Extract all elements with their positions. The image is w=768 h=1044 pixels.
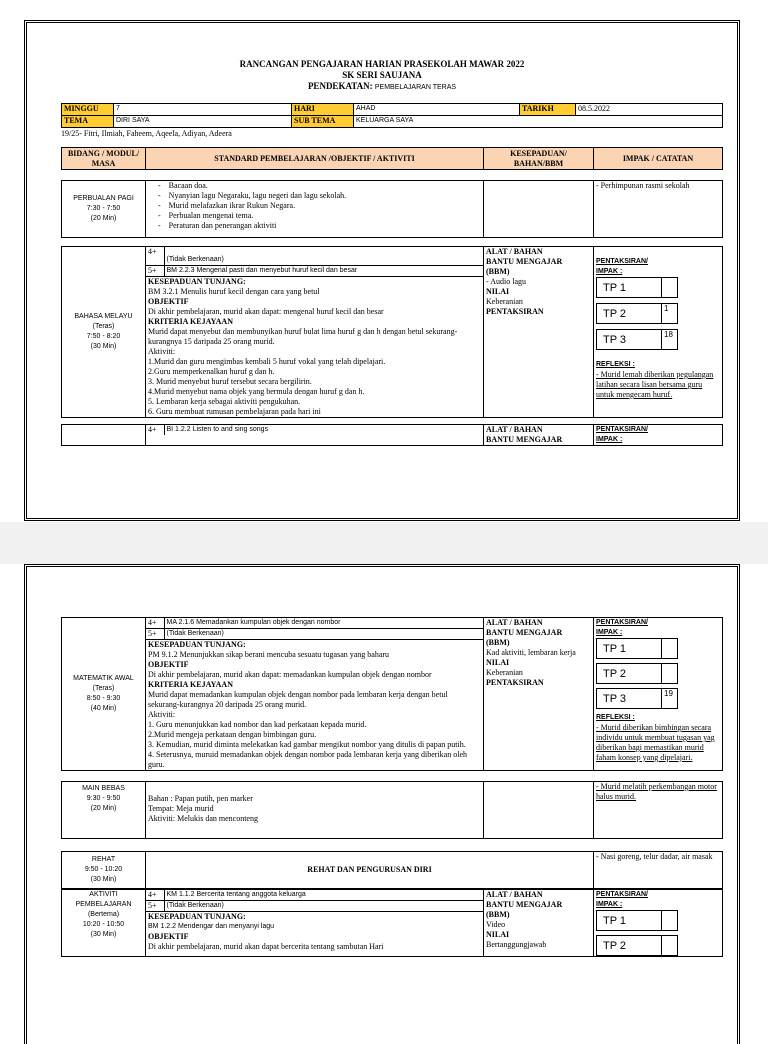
bm-table (61, 246, 723, 418)
kriteria-text: Murid dapat memadankan kumpulan objek dengan nombor pada lembaran kerja dengan betul sekurang-kurangnya 20 daripada 25 orang murid. (148, 690, 448, 709)
objektif-heading: OBJEKTIF (148, 296, 189, 306)
ma-impak-cell (594, 618, 723, 771)
rehat-table (61, 851, 723, 889)
aktiviti-bahan-cell (484, 890, 594, 957)
rehat-duration: (30 Min) (90, 876, 117, 883)
aktiviti-heading: Aktiviti: (148, 346, 176, 356)
list-item: 4. Seterusnya, muruid memadankan objek dengan nombor pada lembaran kerja yang diberikan oleh guru. (148, 750, 468, 769)
aktiviti-impak-cell (594, 890, 723, 957)
tunjang-text: BM 1.2.2 Mendengar dan menyanyi lagu (148, 923, 275, 930)
main-duration: (20 Min) (90, 805, 117, 812)
perbualan-items (146, 181, 484, 238)
level-5-tag: 5+ (146, 901, 164, 912)
nilai-value: Bertanggungjawab (486, 940, 547, 949)
refleksi-heading: REFLEKSI : (596, 361, 635, 368)
bahan-label: BANTU MENGAJAR (486, 434, 563, 444)
aktiviti-table (61, 889, 723, 957)
aktiviti-subject: AKTIVITI PEMBELAJARAN (75, 891, 132, 908)
bm-duration: (30 Min) (90, 342, 117, 350)
list-item: 1. Guru menunjukkan kad nombor dan kad perkataan kepada murid. (148, 720, 367, 729)
bahan-label: BANTU MENGAJAR (486, 900, 563, 909)
tp-box: TP 2 (596, 663, 678, 684)
bahan-label: ALAT / BAHAN (486, 424, 543, 434)
level-5-text: (Tidak Berkenaan) (164, 901, 483, 912)
list-item: Bahan : Papan putih, pen marker (148, 794, 253, 803)
list-item: - Nyanyian lagu Negaraku, lagu negeri dan lagu sekolah. (158, 191, 347, 200)
tp-box: TP 1 (596, 910, 678, 931)
ma-table (61, 617, 723, 771)
bm-time-cell (62, 247, 146, 418)
bahan-label: (BBM) (486, 910, 510, 919)
list-item: - Peraturan dan penerangan aktiviti (158, 221, 277, 230)
objektif-text: Di akhir pembelajaran, murid akan dapat: mengenal huruf kecil dan besar (148, 306, 384, 316)
main-subject: MAIN BEBAS (82, 785, 125, 792)
approach-value: PEMBELAJARAN TERAS (374, 84, 457, 91)
perbualan-time-cell (62, 181, 146, 238)
ma-duration: (40 Min) (90, 705, 117, 712)
list-item: 3. Kemudian, murid diminta melekatkan kad gambar mengikut nombor yang ditulis di papan putih. (148, 740, 466, 749)
nilai-value: Keberanian (486, 297, 523, 306)
nilai-label: NILAI (486, 930, 510, 939)
list-item: - Bacaan doa. (158, 181, 208, 190)
list-item: Aktiviti: Melukis dan menconteng (148, 814, 258, 823)
rehat-impak: - Nasi goreng, telur dadar, air masak (594, 852, 723, 889)
level-5-text: (Tidak Berkenaan) (164, 629, 483, 640)
level-4-tag: 4+ (146, 425, 164, 435)
kriteria-heading: KRITERIA KEJAYAAN (148, 316, 233, 326)
nilai-label: NILAI (486, 287, 510, 296)
perbualan-duration: (20 Min) (90, 215, 117, 222)
list-item: 2.Murid mengeja perkataan dengan bimbingan guru. (148, 730, 317, 739)
school-name: SK SERI SAUJANA (342, 70, 422, 80)
tp-box: TP 2 1 (596, 303, 678, 324)
main-time-cell (62, 782, 146, 839)
bahan-label: BANTU MENGAJAR (486, 628, 563, 637)
list-item: 2.Guru memperkenalkan huruf g dan h. (148, 366, 275, 376)
tp-box: TP 1 (596, 638, 678, 659)
pentaksiran-heading: PENTAKSIRAN/ (596, 891, 648, 898)
hari-label: HARI (292, 104, 354, 116)
level-5-tag: 5+ (146, 629, 164, 640)
bahan-item: - Audio lagu (486, 277, 526, 286)
level-4-tag: 4+ (146, 890, 164, 901)
nilai-label: NILAI (486, 658, 510, 667)
kriteria-heading: KRITERIA KEJAYAAN (148, 680, 233, 689)
main-bebas-table (61, 781, 723, 839)
level-4-text: KM 1.1.2 Bercerita tentang anggota keluarga (164, 890, 483, 901)
rehat-subject: REHAT (91, 856, 116, 863)
impak-heading: IMPAK : (596, 629, 623, 636)
list-item: - Murid melafazkan ikrar Rukun Negara. (158, 201, 296, 210)
aktiviti-heading: Aktiviti: (148, 710, 176, 719)
objektif-text: Di akhir pembelajaran, murid akan dapat bercerita tentang sambutan Hari (148, 942, 384, 951)
list-item: - Perbualan mengenai tema. (158, 211, 254, 220)
ma-time-cell (62, 618, 146, 771)
impak-heading: IMPAK : (596, 435, 623, 443)
aktiviti-time: 10:20 - 10:50 (82, 921, 125, 928)
bm-time: 7:50 - 8:20 (86, 332, 121, 340)
list-item: 1.Murid dan guru mengimbas kembali 5 huruf vokal yang telah dipelajari. (148, 356, 386, 366)
page-1 (24, 20, 740, 521)
bahan-label: ALAT / BAHAN (486, 890, 543, 899)
col-impak: IMPAK / CATATAN (594, 148, 723, 170)
rehat-time: 9:50 - 10:20 (84, 866, 123, 873)
pentaksiran-heading: PENTAKSIRAN/ (596, 619, 648, 626)
impak-heading: IMPAK : (596, 268, 623, 275)
rehat-time-cell (62, 852, 146, 889)
kriteria-text: Murid dapat menyebut dan membunyikan huruf bulat lima huruf g dan h dengan betul sekurang-kurangnya 15 daripada 25 orang murid. (148, 326, 458, 346)
page-2 (24, 564, 740, 1044)
bahan-item: Kad aktiviti, lembaran kerja (486, 648, 576, 657)
perbualan-subject: PERBUALAN PAGI (73, 195, 134, 202)
bahan-label: (BBM) (486, 267, 510, 276)
bm-type: (Teras) (92, 322, 115, 330)
aktiviti-type: (Bertema) (87, 911, 120, 918)
aktiviti-standard-cell (146, 890, 484, 957)
list-item: 5. Lembaran kerja sebagai aktiviti pengukuhan. (148, 396, 301, 406)
document-header (27, 59, 737, 93)
column-header-table (61, 147, 723, 170)
refleksi-text: - Murid diberikan bimbingan secara individu untuk membuat tugasan yag diberikan bagi memastikan murid faham konsep yang dipelajari. (596, 723, 715, 762)
tunjang-text: PM 9.1.2 Menunjukkan sikap berani mencuba sesuatu tugasan yang baharu (148, 650, 390, 659)
tunjang-heading: KESEPADUAN TUNJANG: (148, 912, 246, 921)
approach-label: PENDEKATAN: (307, 81, 373, 91)
bm-standard-cell (146, 247, 484, 418)
list-item: 6. Guru membuat rumusan pembelajaran pada hari ini (148, 406, 321, 416)
col-bidang: BIDANG / MODUL/ MASA (62, 148, 146, 170)
nilai-value: Keberanian (486, 668, 523, 677)
bahan-item: Video (486, 920, 506, 929)
tunjang-heading: KESEPADUAN TUNJANG: (148, 640, 246, 649)
perbualan-impak: - Perhimpunan rasmi sekolah (594, 181, 723, 238)
bi-standard: BI 1.2.2 Listen to and sing songs (166, 425, 269, 433)
plan-title: RANCANGAN PENGAJARAN HARIAN PRASEKOLAH MAWAR 2022 (239, 59, 525, 69)
minggu-value: 7 (114, 104, 292, 116)
objektif-heading: OBJEKTIF (148, 932, 189, 941)
hari-value: AHAD (354, 104, 520, 116)
tunjang-heading: KESEPADUAN TUNJANG: (148, 276, 246, 286)
objektif-heading: OBJEKTIF (148, 660, 189, 669)
bm-subject: BAHASA MELAYU (74, 312, 133, 320)
level-4-text: (Tidak Berkenaan) (164, 247, 483, 265)
perbualan-table (61, 180, 723, 238)
main-impak: - Murid melatih perkembangan motor halus murid. (594, 782, 723, 839)
aktiviti-duration: (30 Min) (90, 931, 117, 938)
tema-value: DIRI SAYA (114, 116, 292, 128)
aktiviti-time-cell (62, 890, 146, 957)
pentaksiran-label: PENTAKSIRAN (486, 678, 544, 687)
bahan-label: ALAT / BAHAN (486, 247, 543, 256)
pentaksiran-label: PENTAKSIRAN (486, 307, 544, 316)
main-content (146, 782, 484, 839)
refleksi-heading: REFLEKSI : (596, 714, 635, 721)
bm-impak-cell (594, 247, 723, 418)
bahan-label: (BBM) (486, 638, 510, 647)
perbualan-time: 7:30 - 7:50 (86, 205, 121, 212)
pentaksiran-heading: PENTAKSIRAN/ (596, 258, 648, 265)
level-4-tag: 4+ (146, 618, 164, 629)
ma-type: (Teras) (92, 685, 115, 692)
level-4-text: MA 2.1.6 Memadankan kumpulan objek dengan nombor (164, 618, 483, 629)
tp-box: TP 3 19 (596, 688, 678, 709)
subtema-label: SUB TEMA (292, 116, 354, 128)
list-item: 3. Murid menyebut huruf tersebut secara bergilirin. (148, 376, 312, 386)
tarikh-label: TARIKH (520, 104, 576, 116)
main-time: 9:30 - 9:50 (86, 795, 121, 802)
subtema-value: KELUARGA SAYA (354, 116, 723, 128)
page-gap (0, 522, 768, 564)
level-5-tag: 5+ (146, 265, 164, 276)
ma-time: 8:50 - 9:30 (86, 695, 121, 702)
attendance-line: 19/25- Fitri, Ilmiah, Faheem, Aqeela, Adiyan, Adeera (61, 129, 232, 138)
level-4-tag: 4+ (146, 247, 164, 265)
tunjang-text: BM 3.2.1 Menulis huruf kecil dengan cara yang betul (148, 286, 320, 296)
refleksi-text: - Murid lemah diberikan pegulangan latihan secara lisan bersama guru untuk mengecam huruf. (596, 370, 714, 399)
bi-table (61, 424, 723, 446)
tp-box: TP 1 (596, 277, 678, 298)
list-item: 4.Murid menyebut nama objek yang bermula dengan huruf g dan h. (148, 386, 365, 396)
meta-table (61, 103, 723, 128)
col-kesepaduan: KESEPADUAN/ BAHAN/BBM (484, 148, 594, 170)
bahan-label: BANTU MENGAJAR (486, 257, 563, 266)
minggu-label: MINGGU (62, 104, 114, 116)
tema-label: TEMA (62, 116, 114, 128)
impak-heading: IMPAK : (596, 901, 623, 908)
tp-box: TP 2 (596, 935, 678, 956)
bahan-label: ALAT / BAHAN (486, 618, 543, 627)
bm-bahan-cell (484, 247, 594, 418)
tp-box: TP 3 18 (596, 329, 678, 350)
tarikh-value: 08.5.2022 (576, 104, 723, 116)
objektif-text: Di akhir pembelajaran, murid akan dapat: memadankan kumpulan objek dengan nombor (148, 670, 432, 679)
list-item: Tempat: Meja murid (148, 804, 214, 813)
ma-bahan-cell (484, 618, 594, 771)
ma-subject: MATEMATIK AWAL (73, 675, 134, 682)
level-5-text: BM 2.2.3 Mengenal pasti dan menyebut huruf kecil dan besar (164, 265, 483, 276)
ma-standard-cell (146, 618, 484, 771)
pentaksiran-heading: PENTAKSIRAN/ (596, 425, 648, 433)
col-standard: STANDARD PEMBELAJARAN /OBJEKTIF / AKTIVITI (146, 148, 484, 170)
rehat-text: REHAT DAN PENGURUSAN DIRI (146, 852, 594, 889)
